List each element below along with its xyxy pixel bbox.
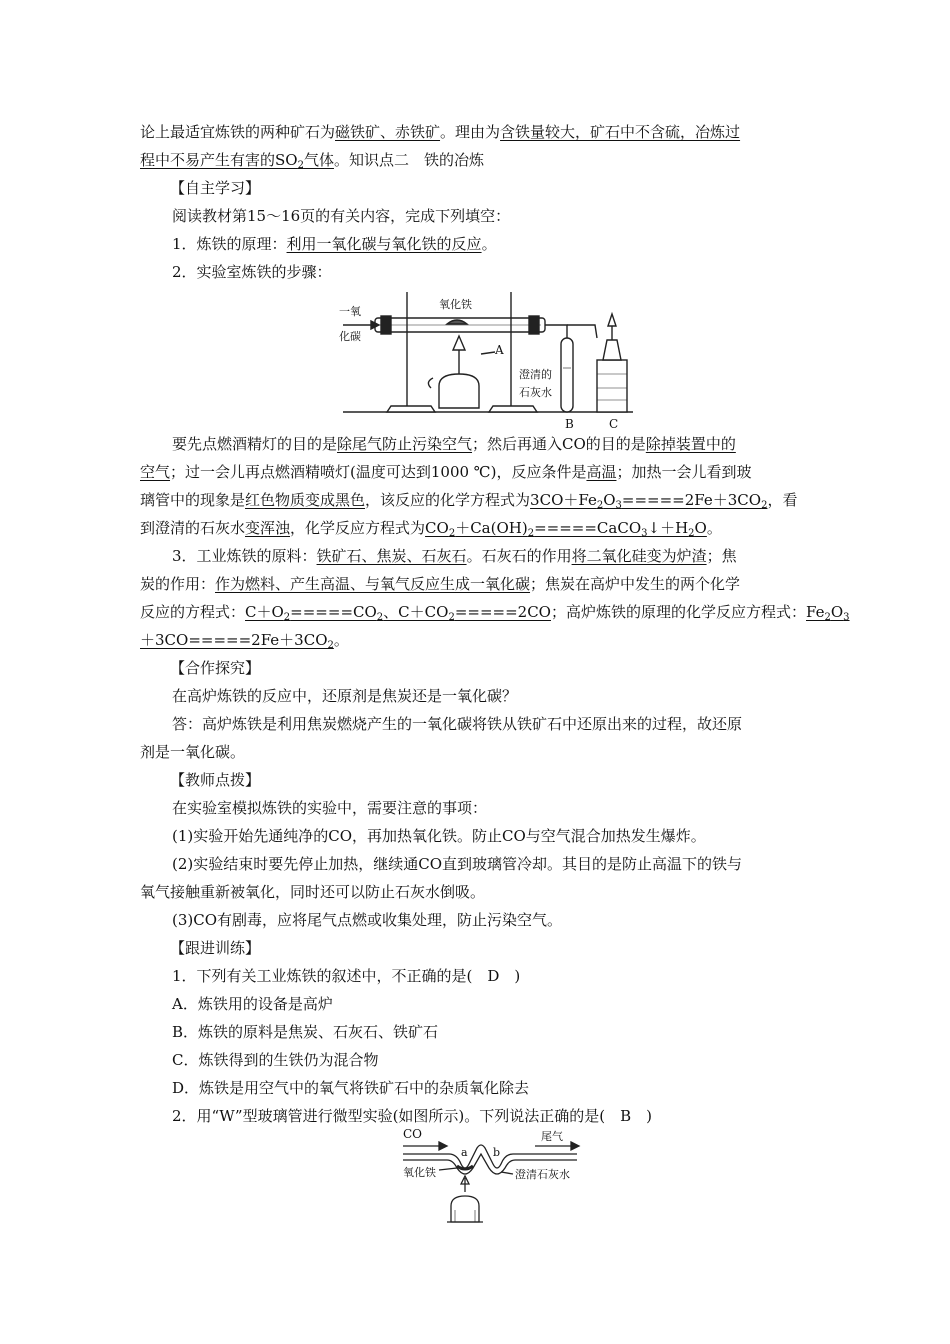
c-label: C [609, 417, 619, 430]
paragraph-line: 璃管中的现象是红色物质变成黑色，该反应的化学方程式为$3CO+Fe_2O_3=====2Fe+3CO_2$，看 [140, 491, 798, 511]
tip-text: (1)实验开始先通纯净的CO，再加热氧化铁。防止CO与空气混合加热发生爆炸。 [172, 827, 706, 845]
section-title: 。知识点二 铁的冶炼 [333, 151, 484, 169]
answer-underlined: 含铁量较大，矿石中不含硫，冶炼过 [500, 123, 741, 141]
text: 论上最适宜炼铁的两种矿石为 [140, 123, 336, 141]
item-2: 2．实验室炼铁的步骤： [172, 263, 332, 281]
paragraph-line [140, 148, 812, 172]
answer-text: 剂是一氧化碳。 [140, 743, 246, 761]
tip-text: 氧气接触重新被氧化，同时还可以防止石灰水倒吸。 [140, 883, 486, 901]
b-label: b [493, 1146, 501, 1159]
lime-label-2: 石灰水 [519, 386, 552, 399]
equation-underlined: $CO_2+Ca(OH)_2=====CaCO_3↓+H_2O$ [425, 519, 707, 539]
equation-underlined: $+3CO=====2Fe+3CO_2$ [140, 631, 334, 651]
paragraph-line: $+3CO=====2Fe+3CO_2$。 [140, 631, 349, 651]
answer-underlined: 作为燃料、产生高温、与氧气反应生成一氧化碳 [215, 575, 531, 593]
exercise-option: B．炼铁的原料是焦炭、石灰石、铁矿石 [172, 1023, 439, 1041]
b-label: B [565, 417, 574, 430]
exercise-option: C．炼铁得到的生铁仍为混合物 [172, 1051, 379, 1069]
instruction-text: 阅读教材第15～16页的有关内容，完成下列填空： [172, 207, 511, 225]
co-label-2: 化碳 [339, 330, 361, 343]
equation-underlined: $C+O_2=====CO_2$、$C+CO_2=====2CO$ [245, 603, 551, 623]
equation-underlined: $3CO+Fe_2O_3=====2Fe+3CO_2$ [530, 491, 768, 511]
exercise-option: D．炼铁是用空气中的氧气将铁矿石中的杂质氧化除去 [172, 1079, 530, 1097]
co-label-1: 一氧 [339, 305, 361, 318]
answer-underlined: 除尾气防止污染空气 [337, 435, 473, 453]
answer-underlined: 铁矿石、焦炭、石灰石 [316, 547, 467, 565]
tail-gas-label: 尾气 [541, 1130, 563, 1143]
answer-text: 答：高炉炼铁是利用焦炭燃烧产生的一氧化碳将铁从铁矿石中还原出来的过程，故还原 [172, 715, 743, 733]
tip-text: 在实验室模拟炼铁的实验中，需要注意的事项： [172, 799, 488, 817]
exercise-question: 2．用“W”型玻璃管进行微型实验(如图所示)。下列说法正确的是( B ) [172, 1107, 653, 1125]
section-heading: 【合作探究】 [170, 659, 261, 677]
answer-underlined: 高温 [586, 463, 617, 481]
a-label: a [461, 1146, 468, 1159]
question-text: 在高炉炼铁的反应中，还原剂是焦炭还是一氧化碳？ [172, 687, 518, 705]
lime-water-label: 澄清石灰水 [515, 1168, 570, 1181]
paragraph-line: 炭的作用：作为燃料、产生高温、与氧气反应生成一氧化碳；焦炭在高炉中发生的两个化学 [140, 575, 741, 593]
answer-underlined: 空气 [140, 463, 171, 481]
oxide-label: 氧化铁 [439, 298, 472, 311]
lab-apparatus-figure [335, 288, 635, 430]
section-heading: 【跟进训练】 [170, 939, 261, 957]
item-3: 3．工业炼铁的原料：铁矿石、焦炭、石灰石。石灰石的作用将二氧化硅变为炉渣；焦 [172, 547, 737, 565]
answer-underlined: 除掉装置中的 [645, 435, 736, 453]
answer-underlined: 将二氧化硅变为炉渣 [571, 547, 707, 565]
answer-underlined: 磁铁矿、赤铁矿 [335, 123, 441, 141]
paragraph-line [140, 120, 812, 144]
answer-underlined: 变浑浊 [245, 519, 291, 537]
paragraph-line: 空气；过一会儿再点燃酒精喷灯(温度可达到1000 ℃)，反应条件是高温；加热一会儿看到玻 [140, 463, 752, 481]
exercise-question: 1．下列有关工业炼铁的叙述中，不正确的是( D ) [172, 967, 521, 985]
paragraph-line: 要先点燃酒精灯的目的是除尾气防止污染空气；然后再通入CO的目的是除掉装置中的 [172, 435, 736, 453]
co-label: CO [403, 1127, 423, 1141]
answer-underlined: 利用一氧化碳与氧化铁的反应 [286, 235, 482, 253]
paragraph-line: 反应的方程式：$C+O_2=====CO_2$、$C+CO_2=====2CO$；高炉炼铁的原理的化学反应方程式：$Fe_2O_3$ [140, 603, 850, 623]
lime-label-1: 澄清的 [519, 368, 552, 381]
tip-text: (3)CO有剧毒，应将尾气点燃或收集处理，防止污染空气。 [172, 911, 563, 929]
section-heading: 【教师点拨】 [170, 771, 261, 789]
answer-underlined: 红色物质变成黑色 [245, 491, 366, 509]
answer-underlined: 程中不易产生有害的$SO_2$气体 [140, 151, 334, 171]
equation-underlined: $Fe_2O_3$ [806, 603, 850, 623]
item-1: 1．炼铁的原理：利用一氧化碳与氧化铁的反应。 [172, 235, 497, 253]
paragraph-line: 到澄清的石灰水变浑浊，化学反应方程式为$CO_2+Ca(OH)_2=====CaCO_3↓+H_2O$。 [140, 519, 722, 539]
oxide-label: 氧化铁 [403, 1166, 436, 1179]
tip-text: (2)实验结束时要先停止加热，继续通CO直到玻璃管冷却。其目的是防止高温下的铁与 [172, 855, 743, 873]
text: 。理由为 [440, 123, 501, 141]
a-label: A [495, 343, 504, 357]
w-tube-figure [395, 1126, 585, 1226]
exercise-option: A．炼铁用的设备是高炉 [172, 995, 333, 1013]
section-heading: 【自主学习】 [170, 179, 261, 197]
